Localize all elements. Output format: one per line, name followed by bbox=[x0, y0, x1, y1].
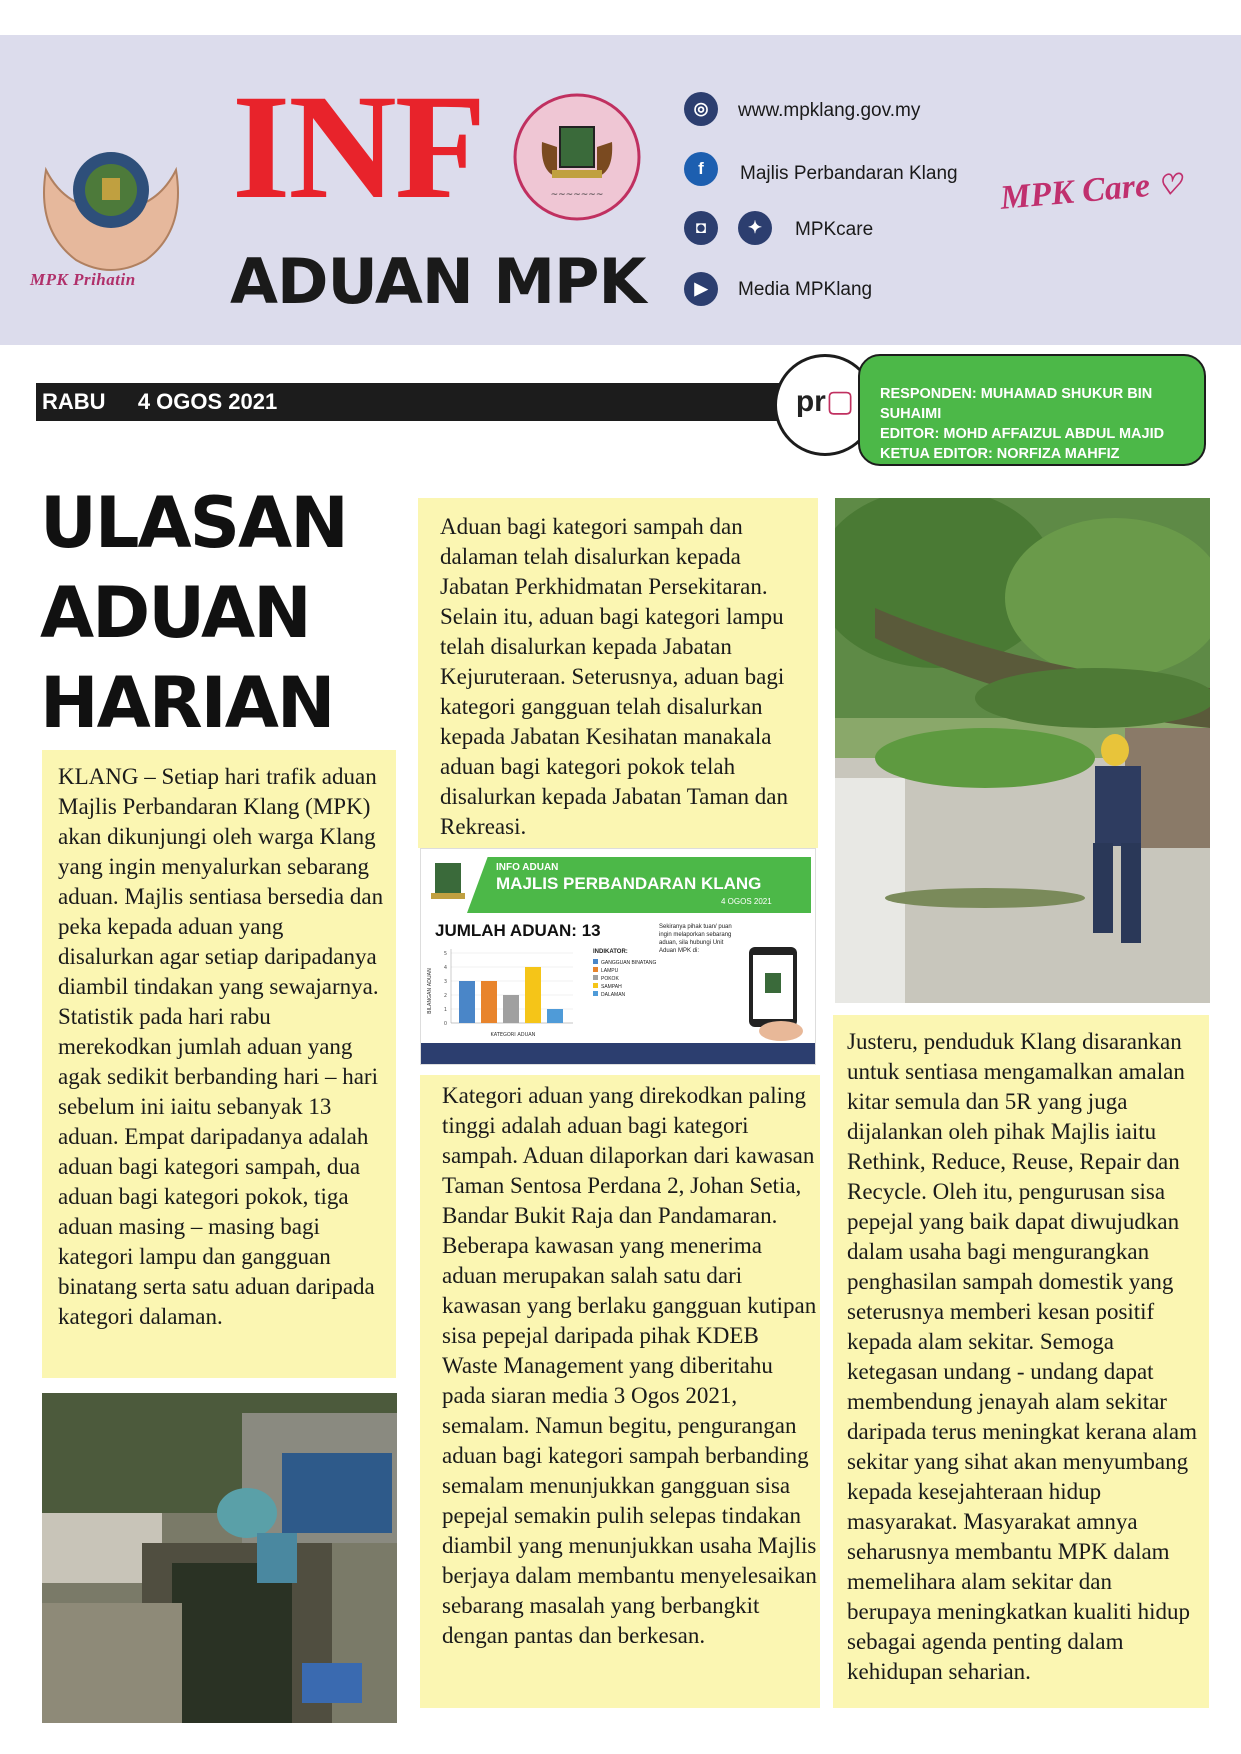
mpk-care-text: MPK Care bbox=[998, 166, 1152, 217]
paragraph-1: KLANG – Setiap hari trafik aduan Majlis Perbandaran Klang (MPK) akan dikunjungi oleh warga Klang yang ingin menyalurkan sebarang aduan. Majlis sentiasa bersedia dan peka kepada aduan yang disalurkan agar setiap daripadanya diambil tindakan yang sewajarnya. Statistik pada hari rabu merekodkan jumlah aduan yang agak sedikit berbanding hari – hari sebelum ini iaitu sebanyak 13 aduan. Empat daripadanya adalah aduan bagi kategori sampah, dua aduan bagi kategori pokok, tiga aduan masing – masing bagi kategori lampu dan gangguan binatang serta satu aduan daripada kategori dalaman. bbox=[42, 750, 396, 1378]
mpk-crest-logo bbox=[512, 92, 642, 222]
jumlah-aduan: JUMLAH ADUAN: 13 bbox=[435, 921, 601, 940]
y-tick-label: 0 bbox=[443, 1021, 447, 1027]
mpk-crest-icon bbox=[427, 857, 469, 905]
legend-item bbox=[593, 991, 656, 999]
legend-swatch bbox=[593, 975, 598, 980]
date-label: 4 OGOS 2021 bbox=[137, 389, 278, 414]
indikator-label: INDIKATOR: bbox=[593, 949, 628, 955]
mpkcare-link[interactable]: MPKcare bbox=[795, 219, 874, 240]
youtube-link[interactable]: Media MPKlang bbox=[738, 279, 873, 300]
paragraph-4: Justeru, penduduk Klang disarankan untuk sentiasa mengamalkan amalan kitar semula dan 5R yang juga dijalankan oleh pihak Majlis iaitu Rethink, Reduce, Reuse, Repair dan Recycle. Oleh itu, pengurusan sisa pepejal yang baik dapat diwujudkan dalam usaha bagi mengurangkan penghasilan sampah domestik yang seterusnya memberi kesan positif kepada alam sekitar. Semoga ketegasan undang - undang dapat membendung jenayah alam sekitar daripada terus meningkat kerana alam sekitar yang sihat akan menyumbang kepada kesejahteraan hidup masyarakat. Masyarakat amnya seharusnya membantu MPK dalam memelihara alam sekitar dan berupaya meningkatkan kualiti hidup sebagai agenda penting dalam kehidupan seharian. bbox=[833, 1015, 1209, 1708]
y-tick-label: 5 bbox=[443, 951, 447, 957]
legend-swatch bbox=[593, 991, 598, 996]
legend-item bbox=[593, 959, 656, 967]
y-tick-label: 2 bbox=[443, 993, 447, 999]
x-axis-label: KATEGORI ADUAN bbox=[490, 1032, 536, 1038]
legend-label: GANGGUAN BINATANG bbox=[601, 960, 657, 966]
heart-icon: ♡ bbox=[1148, 169, 1184, 203]
day-label: RABU bbox=[42, 389, 106, 414]
y-tick-label: 1 bbox=[443, 1007, 447, 1013]
legend-label: POKOK bbox=[601, 976, 619, 982]
editor-credit: EDITOR: MOHD AFFAIZUL ABDUL MAJID bbox=[880, 426, 1165, 442]
legend-item bbox=[593, 975, 656, 983]
infographic-footer bbox=[421, 1043, 815, 1064]
headline-line-1: ULASAN bbox=[40, 482, 347, 564]
legend-label: LAMPU bbox=[601, 968, 619, 974]
y-tick-label: 4 bbox=[443, 965, 447, 971]
headline-line-2: ADUAN bbox=[40, 572, 310, 654]
info-aduan-small: INFO ADUAN bbox=[496, 862, 559, 873]
web-icon[interactable]: ◎ bbox=[684, 92, 718, 126]
bar-dalaman bbox=[547, 1009, 563, 1023]
paragraph-3: Kategori aduan yang direkodkan paling tinggi adalah aduan bagi kategori sampah. Aduan dilaporkan dari kawasan Taman Sentosa Perdana 2, Johan Setia, Bandar Bukit Raja dan Pandamaran. Beberapa kawasan yang menerima aduan merupakan salah satu dari kawasan yang berlaku gangguan kutipan sisa pepejal daripada pihak KDEB Waste Management yang diberitahu pada siaran media 3 Ogos 2021, semalam. Namun begitu, pengurangan aduan bagi kategori sampah berbanding semalam menunjukkan gangguan sisa pepejal semakin pulih selepas tindakan diambil yang menunjukkan usaha Majlis berjaya dalam membantu menyelesaikan sebarang masalah yang berbangkit dengan pantas dan berkesan. bbox=[420, 1075, 820, 1708]
drain-cleaning-photo bbox=[42, 1393, 397, 1723]
legend-item bbox=[593, 967, 656, 975]
svg-text:~~~~~~~: ~~~~~~~ bbox=[550, 190, 604, 200]
date-text bbox=[42, 389, 277, 415]
y-tick-label: 3 bbox=[443, 979, 447, 985]
pr-logo: pr▢ bbox=[774, 354, 876, 456]
headline-line-3: HARIAN bbox=[40, 662, 334, 744]
phone-icon bbox=[741, 945, 807, 1041]
ketua-editor-credit: KETUA EDITOR: NORFIZA MAHFIZ bbox=[880, 446, 1120, 462]
facebook-icon[interactable]: f bbox=[684, 152, 718, 186]
bar-gangguan-binatang bbox=[459, 981, 475, 1023]
chart-legend bbox=[593, 959, 656, 999]
banner-date: 4 OGOS 2021 bbox=[721, 897, 772, 906]
mpk-prihatin-text: MPK Prihatin bbox=[30, 270, 136, 289]
website-link[interactable]: www.mpklang.gov.my bbox=[738, 100, 921, 121]
paragraph-2: Aduan bagi kategori sampah dan dalaman telah disalurkan kepada Jabatan Perkhidmatan Persekitaran. Selain itu, aduan bagi kategori lampu telah disalurkan kepada Jabatan Kejuruteraan. Seterusnya, aduan bagi kategori gangguan telah disalurkan kepada Jabatan Kesihatan manakala aduan bagi kategori pokok telah disalurkan kepada Jabatan Taman dan Rekreasi. bbox=[418, 498, 818, 848]
legend-swatch bbox=[593, 983, 598, 988]
facebook-link[interactable]: Majlis Perbandaran Klang bbox=[740, 163, 958, 184]
complaint-bar-chart bbox=[423, 941, 593, 1041]
article-headline bbox=[40, 478, 347, 748]
instagram-icon[interactable]: ◘ bbox=[684, 211, 718, 245]
credits-box bbox=[858, 354, 1206, 466]
legend-item bbox=[593, 983, 656, 991]
fallen-tree-photo bbox=[835, 498, 1210, 1003]
bar-lampu bbox=[481, 981, 497, 1023]
youtube-icon[interactable]: ▶ bbox=[684, 272, 718, 306]
y-axis-label: BILANGAN ADUAN bbox=[427, 968, 433, 1014]
bar-pokok bbox=[503, 995, 519, 1023]
bar-sampah bbox=[525, 967, 541, 1023]
legend-swatch bbox=[593, 967, 598, 972]
twitter-icon[interactable]: ✦ bbox=[738, 211, 772, 245]
info-title: INF bbox=[232, 64, 485, 230]
legend-swatch bbox=[593, 959, 598, 964]
responden-credit: RESPONDEN: MUHAMAD SHUKUR BIN SUHAIMI bbox=[880, 386, 1153, 422]
legend-label: SAMPAH bbox=[601, 984, 622, 990]
contact-info-text: Sekiranya pihak tuan/ puan ingin melaporkan sebarang aduan, sila hubungi Unit Aduan MPK di: bbox=[659, 924, 732, 954]
aduan-mpk-title: ADUAN MPK bbox=[230, 245, 646, 318]
infographic bbox=[420, 848, 816, 1065]
legend-label: DALAMAN bbox=[601, 992, 626, 998]
banner-title: MAJLIS PERBANDARAN KLANG bbox=[496, 874, 762, 893]
